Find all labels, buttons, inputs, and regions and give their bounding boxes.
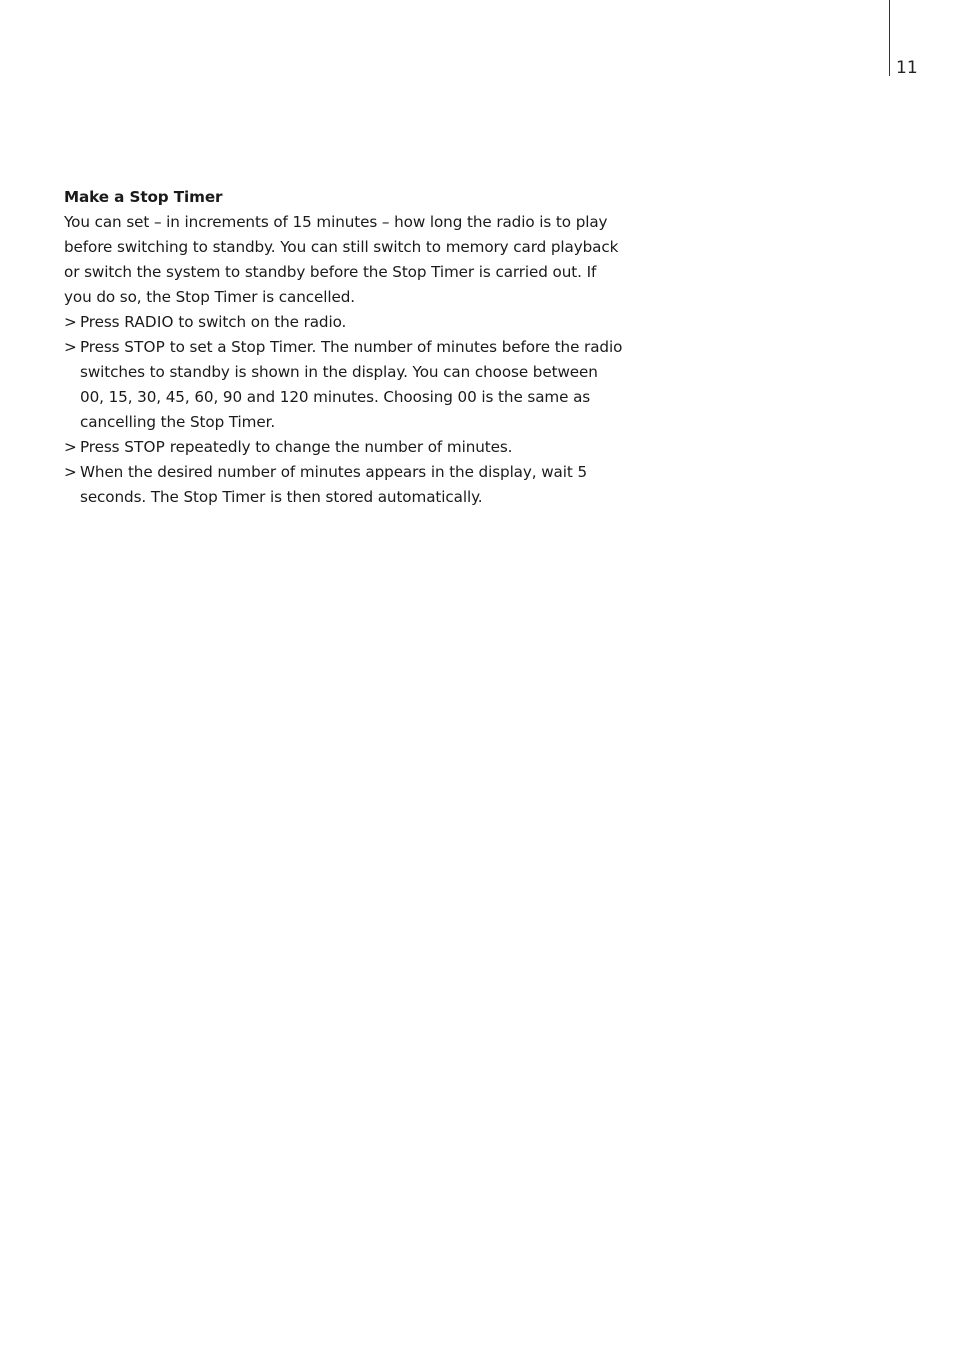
- step-marker: >: [64, 338, 77, 356]
- step-text: repeatedly to change the number of minutes.: [165, 438, 513, 456]
- step-marker: >: [64, 463, 77, 481]
- step-item: [64, 460, 624, 510]
- step-marker: >: [64, 313, 77, 331]
- step-text: Press: [80, 438, 125, 456]
- section-title: Make a Stop Timer: [64, 188, 223, 206]
- step-text: to switch on the radio.: [173, 313, 347, 331]
- step-text: When the desired number of minutes appears in the display, wait 5 seconds. The Stop Timer is then stored automatically.: [80, 463, 588, 506]
- key-label: STOP: [124, 438, 166, 456]
- step-item: [64, 435, 624, 460]
- stop-timer-section: [64, 185, 624, 510]
- margin-rule: [889, 0, 890, 76]
- key-label: RADIO: [124, 313, 174, 331]
- step-item: [64, 335, 624, 435]
- step-marker: >: [64, 438, 77, 456]
- step-list: [64, 310, 624, 510]
- section-intro: You can set – in increments of 15 minutes – how long the radio is to play before switching to standby. You can still switch to memory card playback or switch the system to standby before the Stop Timer is carried out. If you do so, the Stop Timer is cancelled.: [64, 213, 619, 306]
- page-number: 11: [896, 58, 918, 78]
- step-item: [64, 310, 624, 335]
- key-label: STOP: [124, 338, 166, 356]
- step-text: to set a Stop Timer. The number of minutes before the radio switches to standby is shown in the display. You can choose between 00, 15, 30, 45, 60, 90 and 120 minutes. Choosing 00 is the same as cancelling the Stop Timer.: [80, 338, 623, 431]
- step-text: Press: [80, 313, 125, 331]
- step-text: Press: [80, 338, 125, 356]
